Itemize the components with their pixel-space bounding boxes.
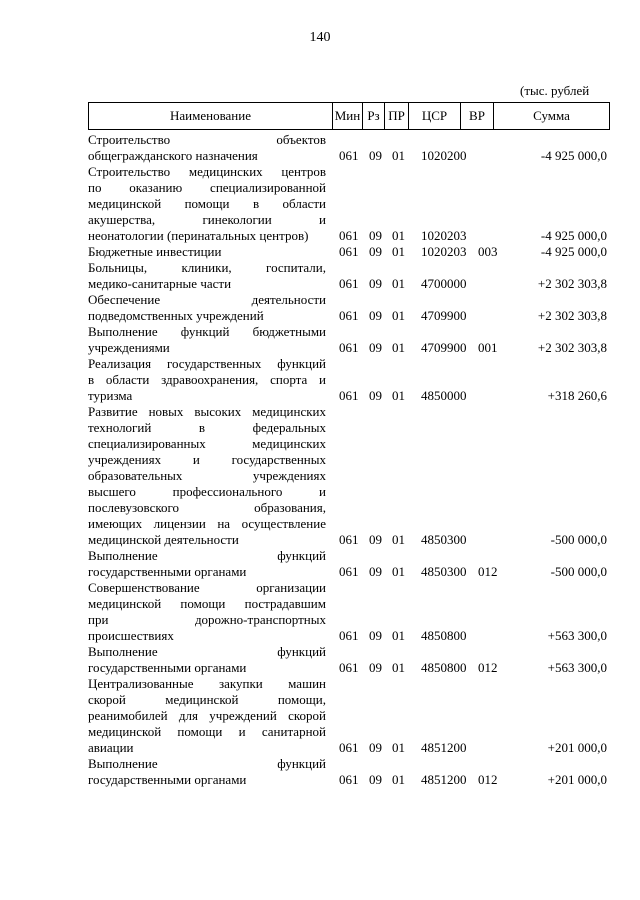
row-sum: -500 000,0 [550,532,607,547]
row-sum: -4 925 000,0 [540,228,607,243]
header-vr: ВР [460,103,493,129]
row-csr: 4850300 [421,564,467,579]
header-sum: Сумма [493,103,610,129]
row-name-line: медицинской деятельности [88,532,239,547]
row-name-line: образовательных учреждениях [88,468,326,483]
row-sum: -500 000,0 [550,564,607,579]
row-name-line: реанимобилей для учреждений скорой [88,708,326,723]
row-pr: 01 [392,340,405,355]
row-sum: -4 925 000,0 [540,148,607,163]
row-pr: 01 [392,628,405,643]
row-csr: 1020200 [421,148,467,163]
table-row [0,292,640,324]
row-vr: 012 [478,660,498,675]
row-name-line: специализированных медицинских [88,436,326,451]
row-name-line: государственными органами [88,660,247,675]
row-name-line: Реализация государственных функций [88,356,326,371]
row-csr: 4709900 [421,308,467,323]
table-row [0,580,640,644]
row-name-line: медицинской помощи пострадавшим [88,596,326,611]
row-pr: 01 [392,276,405,291]
row-rz: 09 [369,628,382,643]
row-pr: 01 [392,388,405,403]
row-min: 061 [339,772,359,787]
row-csr: 4851200 [421,740,467,755]
row-vr: 012 [478,772,498,787]
row-name-line: медико-санитарные части [88,276,232,291]
row-name [88,676,326,756]
row-rz: 09 [369,148,382,163]
row-csr: 1020203 [421,244,467,259]
row-min: 061 [339,740,359,755]
row-name-line: Строительство объектов [88,132,326,147]
row-csr: 4709900 [421,340,467,355]
row-vr: 001 [478,340,498,355]
row-min: 061 [339,564,359,579]
row-rz: 09 [369,772,382,787]
table-row [0,404,640,548]
table-row [0,676,640,756]
row-name-line: имеющих лицензии на осуществление [88,516,326,531]
row-name-line: авиации [88,740,134,755]
header-min: Мин [332,103,362,129]
row-name-line: туризма [88,388,133,403]
row-sum: +563 300,0 [547,660,607,675]
row-pr: 01 [392,772,405,787]
row-csr: 4850800 [421,660,467,675]
row-csr: 4850800 [421,628,467,643]
row-name-line: Централизованные закупки машин [88,676,326,691]
row-name-line: Развитие новых высоких медицинских [88,404,326,419]
row-csr: 4700000 [421,276,467,291]
row-sum: +2 302 303,8 [537,308,607,323]
row-rz: 09 [369,532,382,547]
row-name-line: послевузовского образования, [88,500,326,515]
row-min: 061 [339,660,359,675]
row-min: 061 [339,340,359,355]
row-name-line: скорой медицинской помощи, [88,692,326,707]
row-min: 061 [339,308,359,323]
row-name-line: Выполнение функций [88,644,326,659]
row-name-line: Выполнение функций [88,756,326,771]
row-rz: 09 [369,388,382,403]
row-name-line: Выполнение функций [88,548,326,563]
row-rz: 09 [369,244,382,259]
row-name [88,404,326,548]
row-name-line: общегражданского назначения [88,148,258,163]
row-rz: 09 [369,660,382,675]
row-name [88,244,326,260]
row-rz: 09 [369,740,382,755]
row-min: 061 [339,148,359,163]
row-pr: 01 [392,228,405,243]
row-name [88,548,326,580]
row-sum: +201 000,0 [547,772,607,787]
row-csr: 4850300 [421,532,467,547]
row-csr: 1020203 [421,228,467,243]
row-name [88,132,326,164]
row-sum: +2 302 303,8 [537,340,607,355]
table-header [88,102,610,130]
row-name [88,644,326,676]
row-min: 061 [339,532,359,547]
row-name-line: акушерства, гинекологии и [88,212,326,227]
row-name-line: подведомственных учреждений [88,308,264,323]
row-name-line: медицинской помощи в области [88,196,326,211]
table-row [0,324,640,356]
row-vr: 012 [478,564,498,579]
row-min: 061 [339,628,359,643]
row-min: 061 [339,388,359,403]
header-pr: ПР [384,103,408,129]
row-name [88,260,326,292]
row-name-line: технологий в федеральных [88,420,326,435]
row-name-line: Обеспечение деятельности [88,292,326,307]
row-sum: +2 302 303,8 [537,276,607,291]
row-min: 061 [339,244,359,259]
row-name-line: неонатологии (перинатальных центров) [88,228,309,243]
row-sum: +318 260,6 [547,388,607,403]
page-number: 140 [309,30,331,45]
row-pr: 01 [392,244,405,259]
row-name-line: учреждениями [88,340,170,355]
row-name-line: Выполнение функций бюджетными [88,324,326,339]
header-name: Наименование [88,103,332,129]
row-name [88,356,326,404]
row-name-line: в области здравоохранения, спорта и [88,372,326,387]
row-name-line: Бюджетные инвестиции [88,244,222,259]
row-name [88,164,326,244]
table-row [0,244,640,260]
row-name [88,292,326,324]
row-name-line: происшествиях [88,628,174,643]
row-name [88,324,326,356]
row-pr: 01 [392,308,405,323]
table-row [0,356,640,404]
table-row [0,132,640,164]
row-name-line: государственными органами [88,564,247,579]
units-note: (тыс. рублей [520,83,590,98]
row-pr: 01 [392,564,405,579]
row-name-line: Совершенствование организации [88,580,326,595]
table-row [0,260,640,292]
row-min: 061 [339,276,359,291]
row-name-line: Больницы, клиники, госпитали, [88,260,326,275]
row-rz: 09 [369,340,382,355]
row-name [88,756,326,788]
row-pr: 01 [392,660,405,675]
row-rz: 09 [369,228,382,243]
row-pr: 01 [392,148,405,163]
row-name-line: учреждениях и государственных [88,452,326,467]
row-name-line: медицинской помощи и санитарной [88,724,326,739]
row-rz: 09 [369,276,382,291]
row-min: 061 [339,228,359,243]
table-row [0,548,640,580]
row-name-line: Строительство медицинских центров [88,164,326,179]
row-sum: +563 300,0 [547,628,607,643]
row-name-line: государственными органами [88,772,247,787]
row-pr: 01 [392,532,405,547]
row-sum: +201 000,0 [547,740,607,755]
row-rz: 09 [369,564,382,579]
row-name-line: по оказанию специализированной [88,180,326,195]
table-row [0,756,640,788]
row-name-line: высшего профессионального и [88,484,326,499]
table-row [0,644,640,676]
header-csr: ЦСР [408,103,460,129]
row-csr: 4850000 [421,388,467,403]
row-pr: 01 [392,740,405,755]
row-csr: 4851200 [421,772,467,787]
row-name-line: при дорожно-транспортных [88,612,326,627]
row-sum: -4 925 000,0 [540,244,607,259]
row-name [88,580,326,644]
table-row [0,164,640,244]
row-vr: 003 [478,244,498,259]
row-rz: 09 [369,308,382,323]
header-rz: Рз [362,103,384,129]
